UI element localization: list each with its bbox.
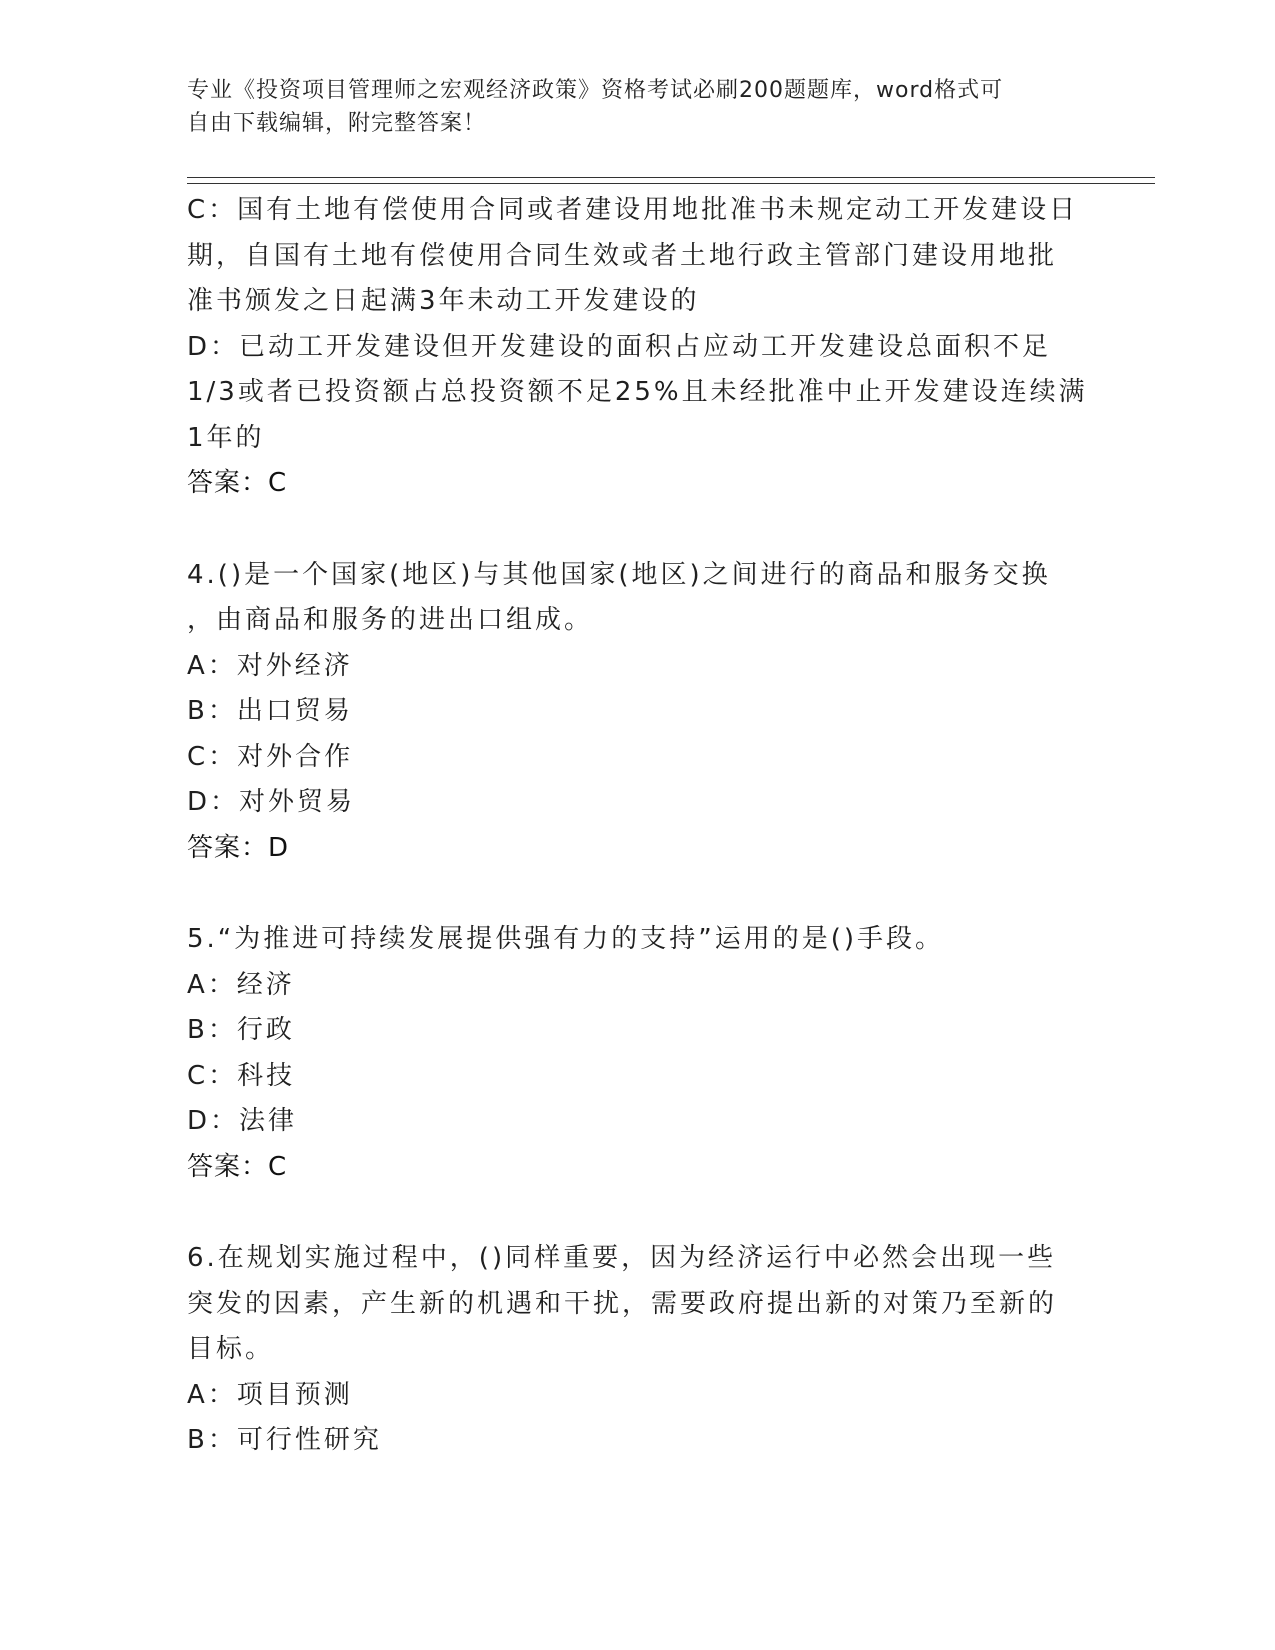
option-d-line-1: D：已动工开发建设但开发建设的面积占应动工开发建设总面积不足 — [187, 331, 1052, 362]
option-d: D：对外贸易 — [187, 787, 356, 817]
question-6 — [187, 1236, 1087, 1464]
question-stem-line-2: 突发的因素，产生新的机遇和干扰，需要政府提出新的对策乃至新的 — [187, 1288, 1058, 1319]
spacer — [187, 1190, 1087, 1236]
answer-q5: 答案：C — [187, 1151, 288, 1182]
question-stem-line-1: 4.()是一个国家(地区)与其他国家(地区)之间进行的商品和服务交换 — [187, 559, 1051, 590]
option-c: C：对外合作 — [187, 741, 354, 772]
answer-q3: 答案：C — [187, 468, 288, 498]
option-c-line-3: 准书颁发之日起满3年未动工开发建设的 — [187, 286, 700, 316]
question-stem-line-3: 目标。 — [187, 1334, 275, 1364]
option-b: B：可行性研究 — [187, 1425, 382, 1455]
question-list — [187, 188, 1087, 1464]
option-d-line-2: 1/3或者已投资额占总投资额不足25%且未经批准中止开发建设连续满 — [187, 377, 1088, 407]
question-stem: 5.“为推进可持续发展提供强有力的支持”运用的是()手段。 — [187, 924, 945, 954]
header-line-1: 专业《投资项目管理师之宏观经济政策》资格考试必刷200题题库，word格式可 — [187, 78, 1004, 103]
option-a: A：对外经济 — [187, 650, 353, 681]
question-stem-line-1: 6.在规划实施过程中，()同样重要，因为经济运行中必然会出现一些 — [187, 1243, 1057, 1273]
option-c: C：科技 — [187, 1060, 296, 1091]
spacer — [187, 871, 1087, 917]
option-c-line-1: C：国有土地有偿使用合同或者建设用地批准书未规定动工开发建设日 — [187, 195, 1079, 225]
header-divider-bottom — [187, 183, 1155, 184]
option-c-line-2: 期，自国有土地有偿使用合同生效或者土地行政主管部门建设用地批 — [187, 240, 1058, 271]
question-4 — [187, 553, 1087, 872]
option-a: A：经济 — [187, 969, 295, 1000]
question-stem-line-2: ，由商品和服务的进出口组成。 — [187, 605, 594, 635]
header-divider-top — [187, 177, 1155, 178]
option-b: B：行政 — [187, 1015, 295, 1045]
option-d-line-3: 1年的 — [187, 422, 265, 453]
question-5 — [187, 917, 1087, 1190]
answer-q4: 答案：D — [187, 832, 290, 863]
option-d: D：法律 — [187, 1106, 298, 1136]
option-a: A：项目预测 — [187, 1379, 353, 1410]
document-header — [187, 74, 1067, 140]
header-line-2: 自由下载编辑，附完整答案！ — [187, 111, 487, 136]
question-3-tail — [187, 188, 1087, 507]
option-b: B：出口贸易 — [187, 696, 353, 726]
spacer — [187, 507, 1087, 553]
